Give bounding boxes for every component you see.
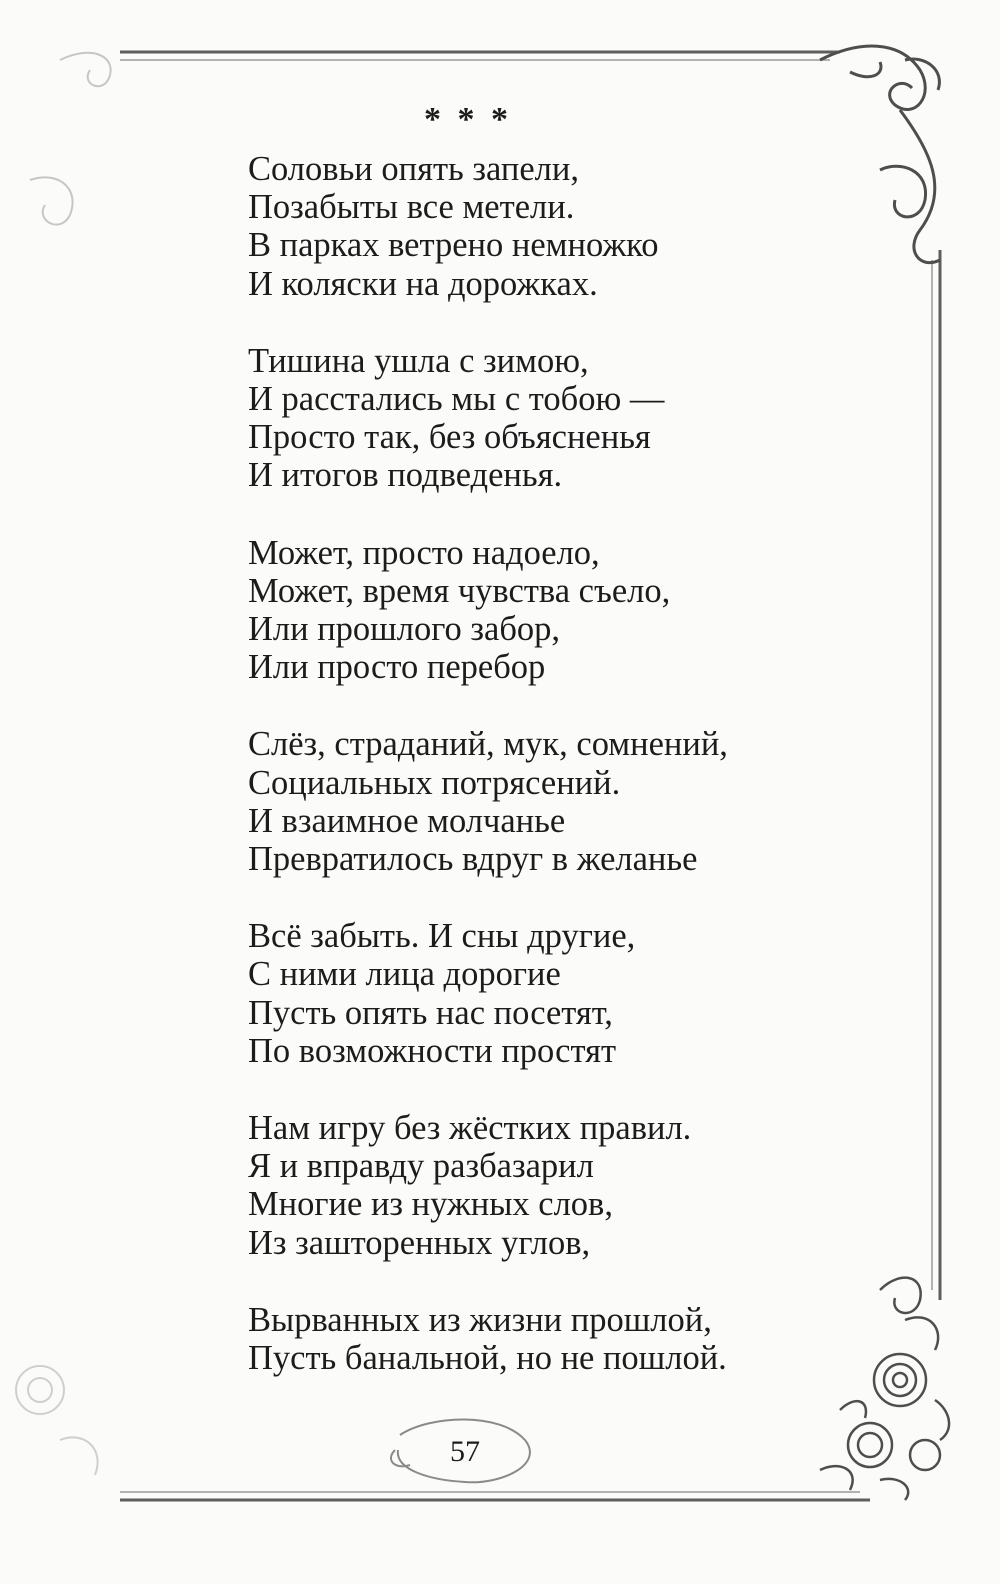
poem-line: Нам игру без жёстких правил. [248, 1109, 692, 1148]
poem-line: Превратилось вдруг в желанье [248, 840, 698, 879]
poem-line: По возможности простят [248, 1031, 617, 1070]
poem-line: И итогов подведенья. [248, 456, 563, 495]
poem-line: Я и вправду разбазарил [248, 1147, 594, 1186]
poem-line: С ними лица дорогие [248, 955, 561, 994]
poem-line: Может, просто надоело, [248, 533, 600, 572]
poem-line: Пусть банальной, но не пошлой. [248, 1339, 727, 1378]
poem-line: Соловьи опять запели, [248, 150, 579, 188]
poem-line: Из зашторенных углов, [248, 1223, 591, 1262]
poem-line: И коляски на дорожках. [248, 264, 598, 303]
poem-line: И взаимное молчанье [248, 801, 566, 840]
stanza [248, 534, 808, 687]
poem-line: Тишина ушла с зимою, [248, 341, 589, 380]
stanza [248, 917, 808, 1070]
stanza [248, 150, 808, 303]
stanza [248, 725, 808, 878]
stanza [248, 1109, 808, 1262]
bottom-right-rose-ornament [820, 1278, 949, 1500]
top-left-faint-ornament [30, 53, 111, 225]
poem-line: Социальных потрясений. [248, 763, 621, 802]
poem-line: Или прошлого забор, [248, 610, 560, 649]
bottom-left-faint-ornament [16, 1366, 98, 1475]
stanza [248, 342, 808, 495]
poem-line: Позабыты все метели. [248, 188, 575, 227]
poem-line: Может, время чувства съело, [248, 571, 671, 610]
top-right-flourish-ornament [820, 46, 940, 263]
poem-line: Пусть опять нас посетят, [248, 993, 613, 1032]
poem-line: И расстались мы с тобою — [248, 380, 665, 419]
stanza [248, 1301, 808, 1377]
poem-line: Или просто перебор [248, 648, 546, 687]
poem-line: Слёз, страданий, мук, сомнений, [248, 725, 728, 764]
stanza-separator-asterisks: * * * [424, 101, 512, 138]
poem-line: Вырванных из жизни прошлой, [248, 1300, 712, 1339]
poem-line: Просто так, без объясненья [248, 418, 651, 457]
poem [248, 100, 808, 1416]
page-number: 57 [450, 1435, 480, 1468]
poem-line: Всё забыть. И сны другие, [248, 917, 636, 956]
poem-line: В парках ветрено немножко [248, 226, 659, 265]
poem-line: Многие из нужных слов, [248, 1185, 613, 1224]
